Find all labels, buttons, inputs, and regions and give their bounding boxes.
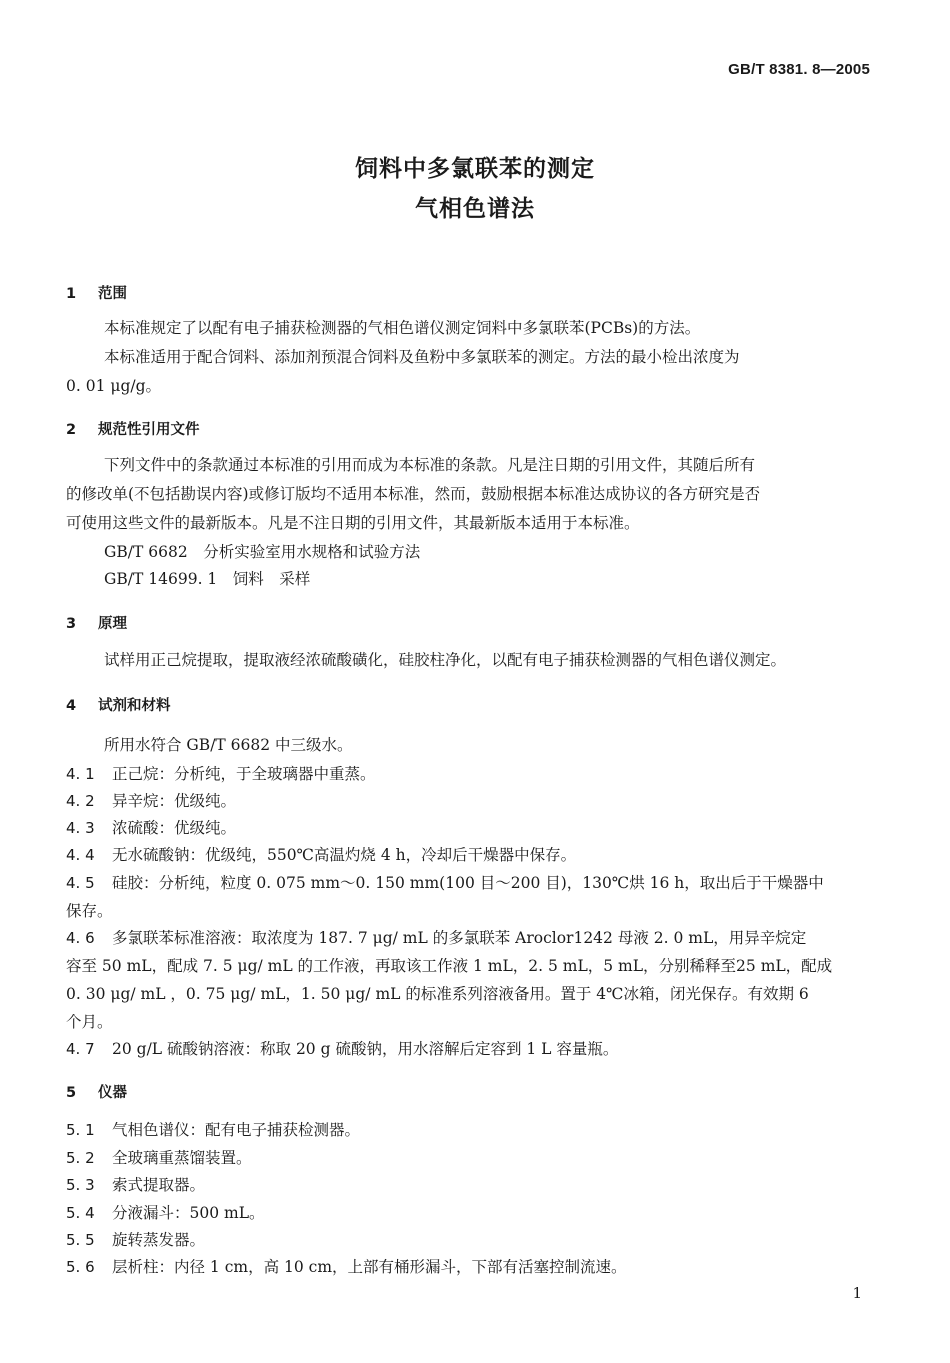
clause-5-5	[66, 1226, 874, 1255]
section-number: 1	[66, 286, 77, 302]
paragraph-continued: 的修改单(不包括勘误内容)或修订版均不适用本标准，然而，鼓励根据本标准达成协议的各方研究是否	[66, 485, 761, 503]
clause-5-2	[66, 1144, 874, 1173]
section-4-heading	[66, 694, 171, 715]
clause-text: 无水硫酸钠：优级纯，550℃高温灼烧 4 h，冷却后干燥器中保存。	[112, 846, 577, 864]
clause-number: 4. 1	[66, 765, 95, 783]
clause-number: 4. 7	[66, 1040, 95, 1058]
clause-number: 5. 5	[66, 1231, 95, 1249]
clause-continued: 0. 30 μg/ mL ，0. 75 μg/ mL，1. 50 μg/ mL 的标准系列溶液备用。置于 4℃冰箱，闭光保存。有效期 6	[66, 985, 809, 1003]
clause-4-3	[66, 814, 874, 843]
section-number: 3	[66, 616, 77, 632]
clause-number: 4. 6	[66, 929, 95, 947]
clause-text: 多氯联苯标准溶液：取浓度为 187. 7 μg/ mL 的多氯联苯 Aroclor1242 母液 2. 0 mL，用异辛烷定	[112, 929, 807, 947]
paragraph: 所用水符合 GB/T 6682 中三级水。	[104, 736, 353, 754]
section-2-heading	[66, 418, 200, 439]
paragraph: 试样用正己烷提取，提取液经浓硫酸磺化，硅胶柱净化，以配有电子捕获检测器的气相色谱仪测定。	[104, 651, 787, 669]
paragraph-continued: 可使用这些文件的最新版本。凡是不注日期的引用文件，其最新版本适用于本标准。	[66, 514, 640, 532]
normative-reference: GB/T 6682 分析实验室用水规格和试验方法	[104, 543, 421, 561]
clause-text: 全玻璃重蒸馏装置。	[112, 1149, 252, 1167]
page-number: 1	[852, 1284, 862, 1302]
clause-number: 5. 3	[66, 1176, 95, 1194]
section-1-heading	[66, 282, 127, 303]
clause-text: 分液漏斗：500 mL。	[112, 1204, 265, 1222]
clause-4-4	[66, 841, 874, 870]
clause-4-1	[66, 760, 874, 789]
clause-text: 浓硫酸：优级纯。	[112, 819, 237, 837]
paragraph: 本标准适用于配合饲料、添加剂预混合饲料及鱼粉中多氯联苯的测定。方法的最小检出浓度为	[104, 348, 740, 366]
clause-text: 索式提取器。	[112, 1176, 206, 1194]
normative-reference: GB/T 14699. 1 饲料 采样	[104, 570, 311, 588]
document-subtitle: 气相色谱法	[415, 196, 535, 222]
clause-5-6	[66, 1253, 874, 1282]
section-title: 范围	[98, 286, 127, 302]
paragraph: 本标准规定了以配有电子捕获检测器的气相色谱仪测定饲料中多氯联苯(PCBs)的方法。	[104, 319, 701, 337]
clause-text: 20 g/L 硫酸钠溶液：称取 20 g 硫酸钠，用水溶解后定容到 1 L 容量瓶。	[112, 1040, 619, 1058]
standard-number: GB/T 8381. 8—2005	[728, 61, 870, 78]
clause-number: 5. 4	[66, 1204, 95, 1222]
clause-number: 5. 6	[66, 1258, 95, 1276]
clause-4-2	[66, 787, 874, 816]
section-title: 原理	[98, 616, 127, 632]
clause-5-3	[66, 1171, 874, 1200]
clause-5-4	[66, 1199, 874, 1228]
clause-text: 气相色谱仪：配有电子捕获检测器。	[112, 1121, 361, 1139]
clause-text: 异辛烷：优级纯。	[112, 792, 237, 810]
clause-number: 4. 5	[66, 874, 95, 892]
clause-text: 层析柱：内径 1 cm，高 10 cm，上部有桶形漏斗，下部有活塞控制流速。	[112, 1258, 627, 1276]
section-title: 仪器	[98, 1085, 127, 1101]
clause-continued: 个月。	[66, 1013, 113, 1031]
section-5-heading	[66, 1081, 127, 1102]
clause-number: 4. 4	[66, 846, 95, 864]
clause-number: 4. 3	[66, 819, 95, 837]
clause-5-1	[66, 1116, 874, 1145]
paragraph-continued: 0. 01 μg/g。	[66, 377, 162, 395]
section-number: 2	[66, 422, 77, 438]
clause-text: 正己烷：分析纯，于全玻璃器中重蒸。	[112, 765, 376, 783]
clause-4-6	[66, 924, 874, 953]
clause-number: 5. 1	[66, 1121, 95, 1139]
paragraph: 下列文件中的条款通过本标准的引用而成为本标准的条款。凡是注日期的引用文件，其随后所有	[104, 456, 756, 474]
clause-continued: 容至 50 mL，配成 7. 5 μg/ mL 的工作液，再取该工作液 1 mL，2. 5 mL，5 mL，分别稀释至25 mL，配成	[66, 957, 833, 975]
clause-number: 5. 2	[66, 1149, 95, 1167]
clause-text: 旋转蒸发器。	[112, 1231, 206, 1249]
clause-4-5	[66, 869, 874, 898]
section-number: 5	[66, 1085, 77, 1101]
clause-number: 4. 2	[66, 792, 95, 810]
clause-continued: 保存。	[66, 902, 113, 920]
section-3-heading	[66, 612, 127, 633]
clause-text: 硅胶：分析纯，粒度 0. 075 mm～0. 150 mm(100 目～200 目)，130℃烘 16 h，取出后于干燥器中	[112, 874, 824, 892]
clause-4-7	[66, 1035, 874, 1064]
document-title: 饲料中多氯联苯的测定	[355, 156, 595, 182]
section-title: 规范性引用文件	[98, 422, 200, 438]
section-title: 试剂和材料	[98, 698, 171, 714]
section-number: 4	[66, 698, 77, 714]
